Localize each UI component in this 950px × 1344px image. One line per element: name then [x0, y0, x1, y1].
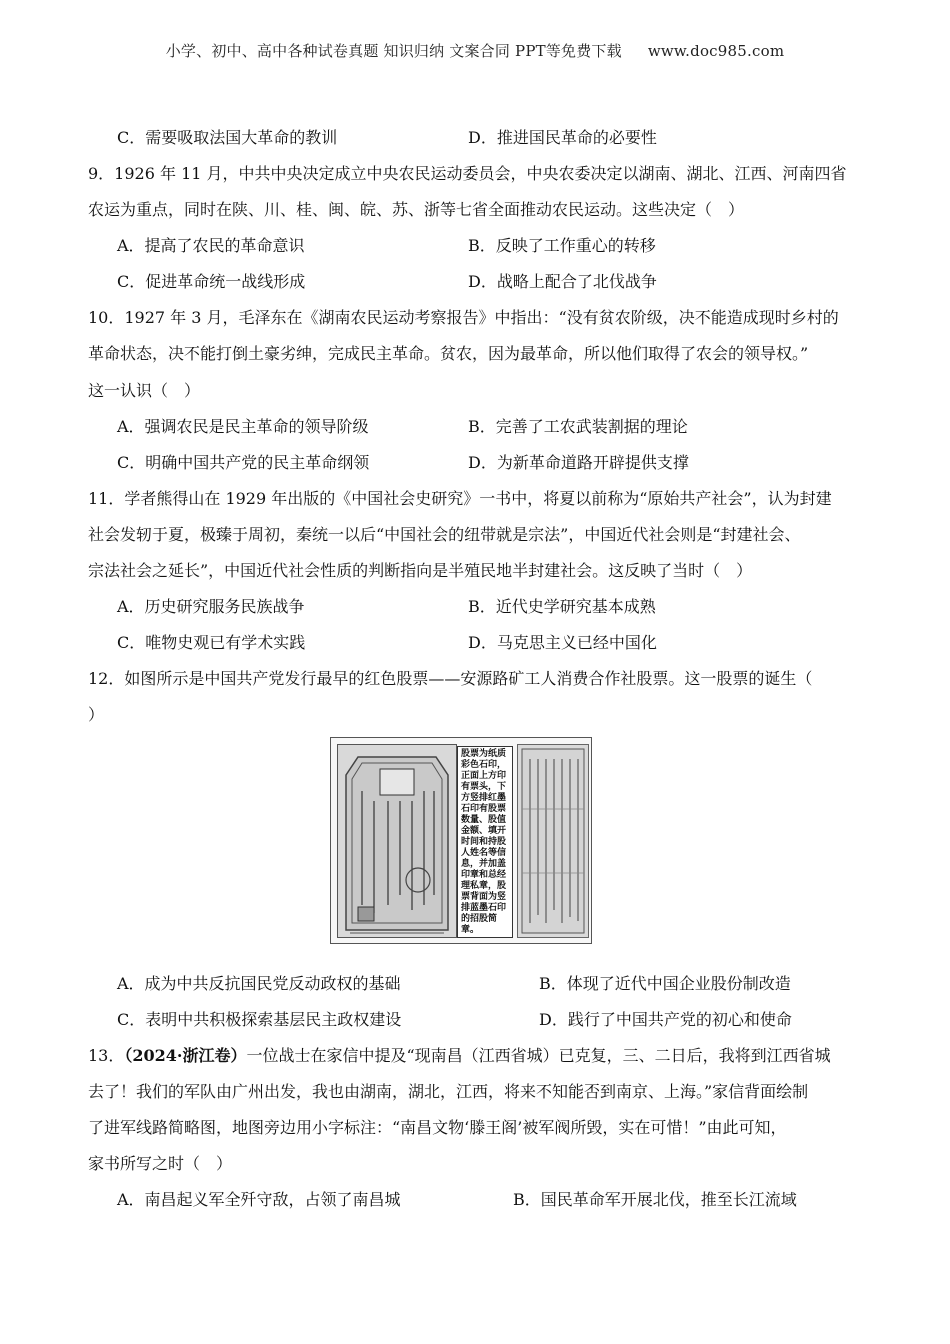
q11-stem-line2: 社会发轫于夏，极臻于周初，秦统一以后“中国社会的纽带就是宗法”，中国近代社会则是“封建社会、: [88, 525, 801, 544]
q10-option-a: A．强调农民是民主革命的领导阶级: [117, 417, 369, 436]
stock-caption-text: 股票为纸质彩色石印，正面上方印有票头，下方竖排红墨石印有股票数量、股值金额、填开时间和持股人姓名等信息，并加盖印章和总经理私章，股票背面为竖排蓝墨石印的招股简章。: [461, 749, 507, 935]
q13-option-a: A．南昌起义军全歼守敌，占领了南昌城: [117, 1190, 401, 1209]
q12-option-a: A．成为中共反抗国民党反动政权的基础: [117, 974, 401, 993]
q12-stem-line1: 12．如图所示是中国共产党发行最早的红色股票——安源路矿工人消费合作社股票。这一股票的诞生（: [88, 669, 813, 688]
q10-option-b: B．完善了工农武装割据的理论: [468, 417, 688, 436]
q9-stem-line2: 农运为重点，同时在陕、川、桂、闽、皖、苏、浙等七省全面推动农民运动。这些决定（ ）: [88, 200, 745, 219]
stock-front-drawing: [338, 745, 456, 937]
q12-option-d: D．践行了中国共产党的初心和使命: [539, 1010, 792, 1029]
q9-stem-line1: 9．1926 年 11 月，中共中央决定成立中央农民运动委员会，中央农委决定以湖南、湖北、江西、河南四省: [88, 164, 847, 183]
q9-option-c: C．促进革命统一战线形成: [117, 272, 306, 291]
q11-stem-line3: 宗法社会之延长”，中国近代社会性质的判断指向是半殖民地半封建社会。这反映了当时（ ）: [88, 561, 753, 580]
q9-option-d: D．战略上配合了北伐战争: [468, 272, 657, 291]
q10-stem-line3: 这一认识（ ）: [88, 381, 201, 400]
stock-caption-box: [457, 746, 513, 938]
q11-option-a: A．历史研究服务民族战争: [117, 597, 305, 616]
q9-option-a: A．提高了农民的革命意识: [117, 236, 305, 255]
stock-certificate-image: [330, 737, 592, 944]
q13-stem-line4: 家书所写之时（ ）: [88, 1154, 233, 1173]
q12-stem-line2: ）: [88, 705, 105, 724]
q11-option-d: D．马克思主义已经中国化: [468, 633, 657, 652]
page-header: [0, 40, 950, 61]
q13-stem-line1: [88, 1046, 831, 1066]
q12-option-b: B．体现了近代中国企业股份制改造: [539, 974, 791, 993]
header-site-link[interactable]: www.doc985.com: [647, 42, 785, 60]
q13-stem-line3: 了进军线路简略图，地图旁边用小字标注：“南昌文物‘滕王阁’被军阀所毁，实在可惜！”由此可知，: [88, 1118, 787, 1137]
stock-back-picture: [517, 744, 589, 938]
q13-stem-text: 一位战士在家信中提及“现南昌（江西省城）已克复，三、二日后，我将到江西省城: [246, 1046, 831, 1065]
header-text: 小学、初中、高中各种试卷真题 知识归纳 文案合同 PPT等免费下载: [165, 42, 622, 60]
q8-option-d: D．推进国民革命的必要性: [468, 128, 657, 147]
stock-front-picture: [337, 744, 457, 938]
q11-stem-line1: 11．学者熊得山在 1929 年出版的《中国社会史研究》一书中，将夏以前称为“原始共产社会”，认为封建: [88, 489, 832, 508]
q13-option-b: B．国民革命军开展北伐，推至长江流域: [513, 1190, 797, 1209]
q8-option-c: C．需要吸取法国大革命的教训: [117, 128, 338, 147]
q12-option-c: C．表明中共积极探索基层民主政权建设: [117, 1010, 402, 1029]
q11-option-b: B．近代史学研究基本成熟: [468, 597, 656, 616]
q9-option-b: B．反映了工作重心的转移: [468, 236, 656, 255]
q13-source: （2024·浙江卷）: [124, 1046, 247, 1065]
q13-number: 13．: [88, 1046, 125, 1065]
q10-stem-line1: 10．1927 年 3 月，毛泽东在《湖南农民运动考察报告》中指出：“没有贫农阶级，决不能造成现时乡村的: [88, 308, 839, 327]
q10-option-d: D．为新革命道路开辟提供支撑: [468, 453, 689, 472]
q10-stem-line2: 革命状态，决不能打倒土豪劣绅，完成民主革命。贫农，因为最革命，所以他们取得了农会的领导权。”: [88, 344, 809, 363]
q13-stem-line2: 去了！我们的军队由广州出发，我也由湖南，湖北，江西，将来不知能否到南京、上海。”家信背面绘制: [88, 1082, 809, 1101]
q11-option-c: C．唯物史观已有学术实践: [117, 633, 306, 652]
q10-option-c: C．明确中国共产党的民主革命纲领: [117, 453, 370, 472]
stock-back-drawing: [518, 745, 588, 937]
